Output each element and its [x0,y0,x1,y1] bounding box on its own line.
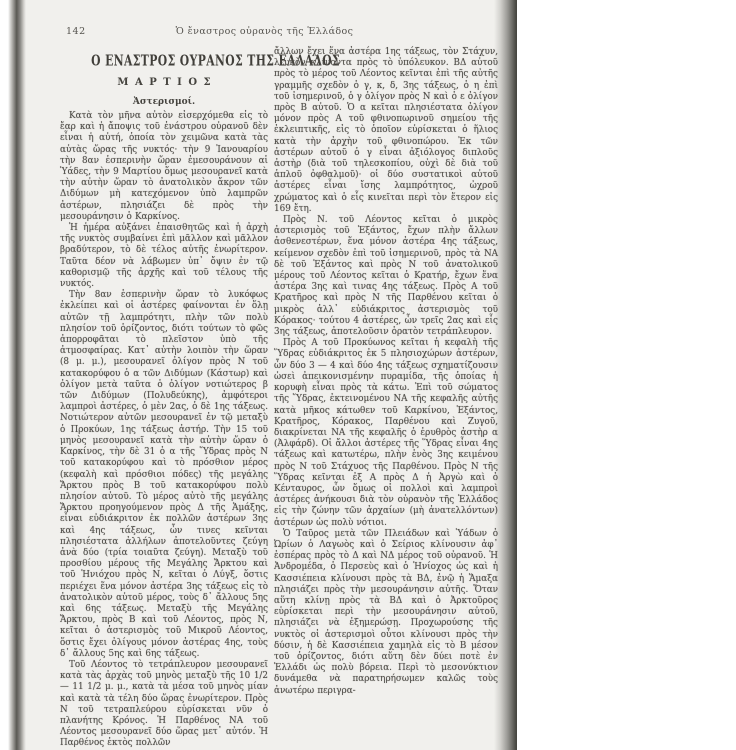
paragraph: Κατὰ τὸν μῆνα αὐτὸν εἰσερχόμεθα εἰς τὸ ἔαρ καὶ ἡ ἄποψις τοῦ ἐνάστρου οὐρανοῦ δὲν εἶναι ἡ αὐτή, ὁποία τὸν χειμῶνα κατὰ τὰς αὐτὰς ὥρας τῆς νυκτός· τὴν 9 Ἰανουαρίου τὴν 8αν ἑσπερινὴν ὥραν ἐμεσουράνουν αἱ Ὑάδες, τὴν 9 Μαρτίου ὅμως μεσουρανεῖ κατὰ τὴν αὐτὴν ὥραν τὸ ἀνατολικὸν ἄκρον τῶν Διδύμων μὴ κατεχόμενον ὑπὸ λαμπρῶν ἀστέρων, πλησιάζει δὲ πρὸς τὴν μεσουράνησιν ὁ Καρκίνος. [60,111,268,222]
left-column [60,51,341,750]
page-number: 142 [66,26,86,37]
paragraph: Ἡ ἡμέρα αὐξάνει ἐπαισθητῶς καὶ ἡ ἀρχὴ τῆς νυκτὸς συμβαίνει ἐπὶ μᾶλλον καὶ μᾶλλον βραδύτερον, τὸ δὲ τέλος αὐτῆς ἐνωρίτερον. Ταῦτα δέον νὰ λάβωμεν ὑπ᾽ ὄψιν ἐν τῷ καθορισμῷ τῆς ἀρχῆς καὶ τοῦ τέλους τῆς νυκτός. [60,223,268,290]
article-title-text: Ο ΕΝΑΣΤΡΟΣ ΟΥΡΑΝΟΣ ΤΗΣ ΕΛΛΑΔΟΣ [91,51,341,70]
paragraph: Ὁ Ταῦρος μετὰ τῶν Πλειάδων καὶ Ὑάδων ὁ Ὠρίων ὁ Λαγωὸς καὶ ὁ Σείριος κλίνουσιν ἀφ᾽ ἑσπέρας πρὸς τὸ Δ καὶ ΝΔ μέρος τοῦ οὐρανοῦ. Ἡ Ἀνδρομέδα, ὁ Περσεὺς καὶ ὁ Ἡνίοχος ὡς καὶ ἡ Κασσιέπεια κλίνουσι πρὸς τὰ ΒΔ, ἐνῷ ἡ Ἅμαξα πλησιάζει πρὸς τὴν μεσουράνησιν αὐτῆς. Ὅταν αὕτη κλίνῃ πρὸς τὰ ΒΔ καὶ ὁ Ἀρκτοῦρος εὑρίσκεται περὶ τὴν μεσουράνησιν αὐτοῦ, πλησιάζει νὰ ἐξημερώσῃ. Προχωρούσης τῆς νυκτὸς οἱ ἀστερισμοὶ οὗτοι κλίνουσι πρὸς τὴν δύσιν, ἡ δὲ Κασσιέπεια χαμηλὰ εἰς τὸ Β μέσον τοῦ ὁρίζοντος, διότι αὕτη δὲν δύει ποτὲ ἐν Ἑλλάδι ὡς πολὺ βόρεια. Περὶ τὸ μεσονύκτιον δυνάμεθα νὰ παρατηρήσωμεν καλῶς τοὺς ἀνωτέρω περιγρα- [274,528,498,696]
month-subtitle: ΜΑΡΤΙΟΣ [117,77,218,88]
book-binding-shadow [8,0,26,750]
running-header: Ὁ ἔναστρος οὐρανὸς τῆς Ἑλλάδος [175,26,354,37]
paragraph: Πρὸς Ν. τοῦ Λέοντος κεῖται ὁ μικρὸς ἀστερισμὸς τοῦ Ἑξάντος, ἔχων πλὴν ἄλλων ἀσθενεστέρων, ἕνα μόνον ἀστέρα 4ης τάξεως, κείμενον σχεδὸν ἐπὶ τοῦ ἰσημερινοῦ, πρὸς τὰ ΝΑ δὲ τοῦ Ἑξάντος καὶ πρὸς Ν τοῦ ἀνατολικοῦ μέρους τοῦ Λέοντος κεῖται ὁ Κρατήρ, ἔχων ἕνα ἀστέρα 3ης καὶ τινας 4ης τάξεως. Πρὸς Α τοῦ Κρατῆρος καὶ πρὸς Ν τῆς Παρθένου κεῖται ὁ μικρὸς ἀλλ᾽ εὐδιάκριτος ἀστερισμὸς τοῦ Κόρακος· τούτου 4 ἀστέρες, ὧν τρεῖς 2ας καὶ εἷς 3ης τάξεως, ἀποτελοῦσιν ὁρατὸν τετράπλευρον. [274,215,498,338]
paragraph-continuation: ἄλλων ἔχει ἕνα ἀστέρα 1ης τάξεως, τὸν Στάχυν, λευκὸν κλίνοντα πρὸς τὸ ὑπόλευκον. ΒΔ αὐτοῦ πρὸς τὸ μέρος τοῦ Λέοντος κεῖνται ἐπὶ τῆς αὐτῆς γραμμῆς σχεδὸν ὁ γ, κ, δ, 3ης τάξεως, ὁ η ἐπὶ τοῦ ἰσημερινοῦ, ὁ γ ὀλίγον πρὸς Ν καὶ ὁ ε ὀλίγον πρὸς Β αὐτοῦ. Ὁ α κεῖται πλησιέστατα ὀλίγον μόνον πρὸς Α τοῦ φθινοπωρινοῦ σημείου τῆς ἐκλειπτικῆς, εἰς τὸ ὁποῖον εὑρίσκεται ὁ ἥλιος κατὰ τὴν ἀρχὴν τοῦ φθινοπώρου. Ἐκ τῶν ἀστέρων αὐτοῦ ὁ γ εἶναι ἀξιόλογος διπλοῦς ἀστὴρ (διὰ τοῦ τηλεσκοπίου, οὐχὶ δὲ διὰ τοῦ ἁπλοῦ ὀφθαλμοῦ)· οἱ δύο συστατικοὶ αὐτοῦ ἀστέρες εἶναι ἴσης λαμπρότητος, ὠχροῦ χρώματος καὶ ὁ εἷς κινεῖται περὶ τὸν ἕτερον εἰς 169 ἔτη. [274,47,498,214]
paragraph: Τὴν 8αν ἑσπερινὴν ὥραν τὸ λυκόφως ἐκλείπει καὶ οἱ ἀστέρες φαίνονται ἐν ὅλῃ αὐτῶν τῇ λαμπρότητι, πλὴν τῶν πολὺ πλησίον τοῦ ὁρίζοντος, διότι τούτων τὸ φῶς ἀπορροφᾶται τὸ πλεῖστον ὑπὸ τῆς ἀτμοσφαίρας. Κατ᾽ αὐτὴν λοιπὸν τὴν ὥραν (8 μ. μ.), μεσουρανεῖ ὀλίγον πρὸς Ν τοῦ κατακορύφου ὁ α τῶν Διδύμων (Κάστωρ) καὶ ὀλίγον μετὰ ταῦτα ὁ ὀλίγον νοτιώτερος β τῶν Διδύμων (Πολυδεύκης), ἀμφότεροι λαμπροὶ ἀστέρες, ὁ μὲν 2ας, ὁ δὲ 1ης τάξεως. Νοτιώτερον αὐτῶν μεσουρανεῖ ἐν τῷ μεταξὺ ὁ Προκύων, 1ης τάξεως ἀστήρ. Τὴν 15 τοῦ μηνὸς μεσουρανεῖ κατὰ τὴν αὐτὴν ὥραν ὁ Καρκίνος, τὴν δὲ 31 ὁ α τῆς Ὕδρας πρὸς Ν τοῦ κατακορύφου καὶ τὸ πρόσθιον μέρος (κεφαλὴ καὶ πρόσθιοι πόδες) τῆς μεγάλης Ἄρκτου πρὸς Β τοῦ κατακορύφου πολὺ πλησίον αὐτοῦ. Τὸ μέρος αὐτὸ τῆς μεγάλης Ἄρκτου προηγούμενον πρὸς Δ τῆς Ἁμάξης, εἶναι εὐδιάκριτον ἐκ πολλῶν ἀστέρων 3ης καὶ 4ης τάξεως, ὧν τινες κεῖνται πλησιέστατα ἀλλήλων ἀποτελοῦντες ζεύγη ἀνὰ δύο (τρία τοιαῦτα ζεύγη). Μεταξὺ τοῦ προσθίου μέρους τῆς Μεγάλης Ἄρκτου καὶ τοῦ Ἡνιόχου πρὸς Ν, κεῖται ὁ Λύγξ, ὅστις περιέχει ἕνα μόνον ἀστέρα 3ης τάξεως εἰς τὸ ἀνατολικὸν αὑτοῦ μέρος, τοὺς δ᾽ ἄλλους 5ης καὶ 6ης τάξεως. Μεταξὺ τῆς Μεγάλης Ἄρκτου, πρὸς Β καὶ τοῦ Λέοντος, πρὸς Ν, κεῖται ὁ ἀστερισμὸς τοῦ Μικροῦ Λέοντος, ὅστις ἔχει ὀλίγους μόνον ἀστέρας 4ης, τοὺς δ᾽ ἄλλους 5ης καὶ 6ης τάξεως. [60,290,268,659]
right-column [274,47,498,697]
section-heading: Ἀστερισμοί. [132,97,196,107]
paragraph: Πρὸς Α τοῦ Προκύωνος κεῖται ἡ κεφαλὴ τῆς Ὕδρας εὐδιάκριτος ἐκ 5 πλησιοχώρων ἀστέρων, ὧν δύο 3 — 4 καὶ δύο 4ης τάξεως σχηματίζουσιν ὡσεὶ ἀπεικονισμένην πυραμίδα, τῆς ὁποίας ἡ κορυφὴ εἶναι πρὸς τὰ κάτω. Ἐπὶ τοῦ σώματος τῆς Ὕδρας, ἐκτεινομένου ΝΑ τῆς κεφαλῆς αὐτῆς κατὰ μῆκος κάτωθεν τοῦ Καρκίνου, Ἑξάντος, Κρατῆρος, Κόρακος, Παρθένου καὶ Ζυγοῦ, διακρίνεται ΝΑ τῆς κεφαλῆς ὁ ἐρυθρὸς ἀστὴρ α (Ἀλφάρδ). Οἱ ἄλλοι ἀστέρες τῆς Ὕδρας εἶναι 4ης τάξεως καὶ κατωτέρω, πλὴν ἑνὸς 3ης κειμένου πρὸς Ν τοῦ Στάχυος τῆς Παρθένου. Πρὸς Ν τῆς Ὕδρας κεῖνται ἐξ Α πρὸς Δ ἡ Ἀργὼ καὶ ὁ Κένταυρος, ὧν ὅμως οἱ πολλοὶ καὶ λαμπροὶ ἀστέρες ἀνήκουσι διὰ τὸν οὐρανὸν τῆς Ἑλλάδος εἰς τὴν ζώνην τῶν ἀρχαίων (μὴ ἀνατελλόντων) ἀστέρων ὡς πολὺ νότιοι. [274,338,498,528]
paragraph: Τοῦ Λέοντος τὸ τετράπλευρον μεσουρανεῖ κατὰ τὰς ἀρχὰς τοῦ μηνὸς μεταξὺ τῆς 10 1/2 — 11 1/2 μ. μ., κατὰ τὰ μέσα τοῦ μηνὸς μίαν καὶ κατὰ τὰ τέλη δύο ὥρας ἐνωρίτερον. Πρὸς Ν τοῦ τετραπλεύρου εὑρίσκεται νῦν ὁ πλανήτης Κρόνος. Ἡ Παρθένος ΝΑ τοῦ Λέοντος μεσουρανεῖ δύο ὥρας μετ᾽ αὐτόν. Ἡ Παρθένος ἐκτὸς πολλῶν [60,659,268,749]
article-title [60,51,341,70]
